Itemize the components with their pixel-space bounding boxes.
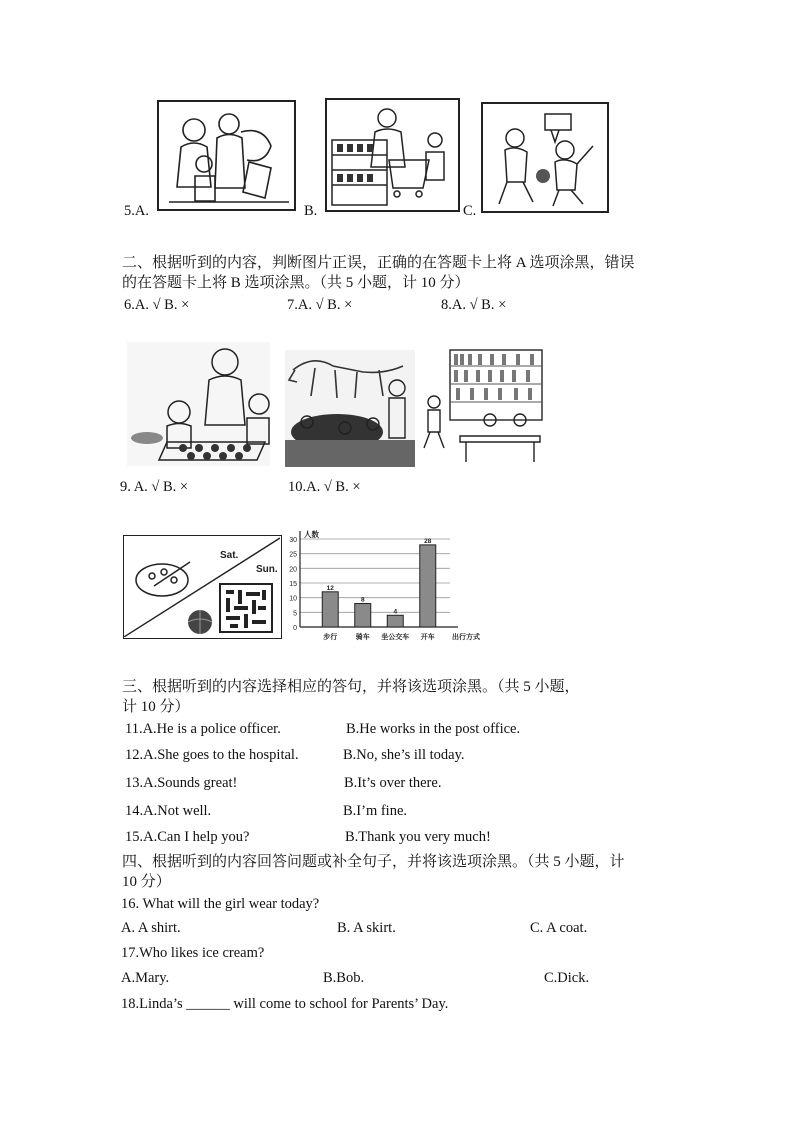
q7-options: 7.A. √ B. ×	[287, 297, 353, 313]
q15-option-b: B.Thank you very much!	[345, 829, 491, 845]
q16-option-c: C. A coat.	[530, 920, 588, 936]
part3-heading-line1: 三、根据听到的内容选择相应的答句，并将该选项涂黑。（共 5 小题，	[122, 679, 580, 695]
q14-option-a: 14.A.Not well.	[125, 803, 212, 819]
q5-option-c-label: C.	[463, 203, 477, 219]
q11-option-a: 11.A.He is a police officer.	[125, 721, 281, 737]
y-tick-label: 5	[293, 610, 297, 618]
y-tick-label: 20	[289, 566, 297, 574]
q9-options: 9. A. √ B. ×	[120, 479, 189, 495]
q7-picture	[285, 350, 415, 467]
family-travel-illustration	[159, 102, 294, 209]
q6-picture	[127, 342, 270, 466]
q12-option-b: B.No, she’s ill today.	[343, 747, 465, 763]
category-label: 坐公交车	[381, 633, 410, 641]
baking-cookies-illustration	[127, 342, 270, 466]
bar-value-label: 4	[393, 608, 398, 616]
q11-option-b: B.He works in the post office.	[346, 721, 521, 737]
bar	[387, 615, 403, 627]
bar-value-label: 12	[326, 584, 334, 592]
q17-option-b: B.Bob.	[323, 970, 365, 986]
part2-heading-line2: 的在答题卡上将 B 选项涂黑。（共 5 小题，计 10 分）	[122, 275, 470, 291]
y-tick-label: 15	[289, 581, 297, 588]
y-axis-label: 人数	[304, 530, 319, 539]
sun-label: Sun.	[256, 564, 278, 575]
q13-option-a: 13.A.Sounds great!	[125, 775, 238, 791]
q13-option-b: B.It’s over there.	[344, 775, 442, 791]
part4-heading-line2: 10 分）	[122, 874, 171, 890]
library-illustration	[420, 346, 549, 467]
museum-dinosaur-illustration	[285, 350, 415, 467]
y-tick-label: 30	[289, 537, 297, 544]
q6-options: 6.A. √ B. ×	[124, 297, 190, 313]
q18-question: 18.Linda’s ______ will come to school for Parents’ Day.	[121, 996, 449, 1012]
q15-option-a: 15.A.Can I help you?	[125, 829, 250, 845]
category-label: 步行	[323, 633, 338, 641]
category-label: 骑车	[355, 633, 370, 641]
q5-picture-a	[157, 100, 296, 211]
bar	[355, 604, 371, 627]
bar-value-label: 28	[424, 537, 432, 545]
x-axis-label: 出行方式	[452, 633, 480, 641]
part4-heading-line1: 四、根据听到的内容回答问题或补全句子，并将该选项涂黑。（共 5 小题，计	[122, 854, 625, 870]
bar	[322, 592, 338, 627]
q8-picture	[420, 346, 549, 467]
q5-picture-c	[481, 102, 609, 213]
q9-picture	[123, 535, 282, 639]
part3-heading-line2: 计 10 分）	[122, 699, 190, 715]
q10-chart	[284, 527, 484, 647]
q10-options: 10.A. √ B. ×	[288, 479, 361, 495]
sat-label: Sat.	[220, 550, 239, 561]
bar-value-label: 8	[360, 596, 365, 604]
y-tick-label: 25	[289, 551, 297, 559]
supermarket-shopping-illustration	[327, 100, 458, 210]
travel-mode-bar-chart	[284, 527, 484, 647]
q16-question: 16. What will the girl wear today?	[121, 896, 320, 912]
q16-option-a: A. A shirt.	[121, 920, 181, 936]
category-label: 开车	[420, 633, 435, 641]
q5-option-a-label: 5.A.	[124, 203, 149, 219]
y-tick-label: 0	[293, 625, 297, 632]
q17-question: 17.Who likes ice cream?	[121, 945, 265, 961]
q17-option-c: C.Dick.	[544, 970, 590, 986]
bar	[420, 545, 436, 627]
q5-option-b-label: B.	[304, 203, 318, 219]
y-tick-label: 10	[289, 595, 297, 603]
q8-options: 8.A. √ B. ×	[441, 297, 507, 313]
q16-option-b: B. A skirt.	[337, 920, 396, 936]
part2-heading-line1: 二、根据听到的内容，判断图片正误，正确的在答题卡上将 A 选项涂黑，错误	[122, 255, 635, 271]
sat-sun-activity-panel	[124, 536, 280, 637]
q12-option-a: 12.A.She goes to the hospital.	[125, 747, 299, 763]
q17-option-a: A.Mary.	[121, 970, 170, 986]
q14-option-b: B.I’m fine.	[343, 803, 408, 819]
basketball-players-illustration	[483, 104, 607, 211]
q5-picture-b	[325, 98, 460, 212]
